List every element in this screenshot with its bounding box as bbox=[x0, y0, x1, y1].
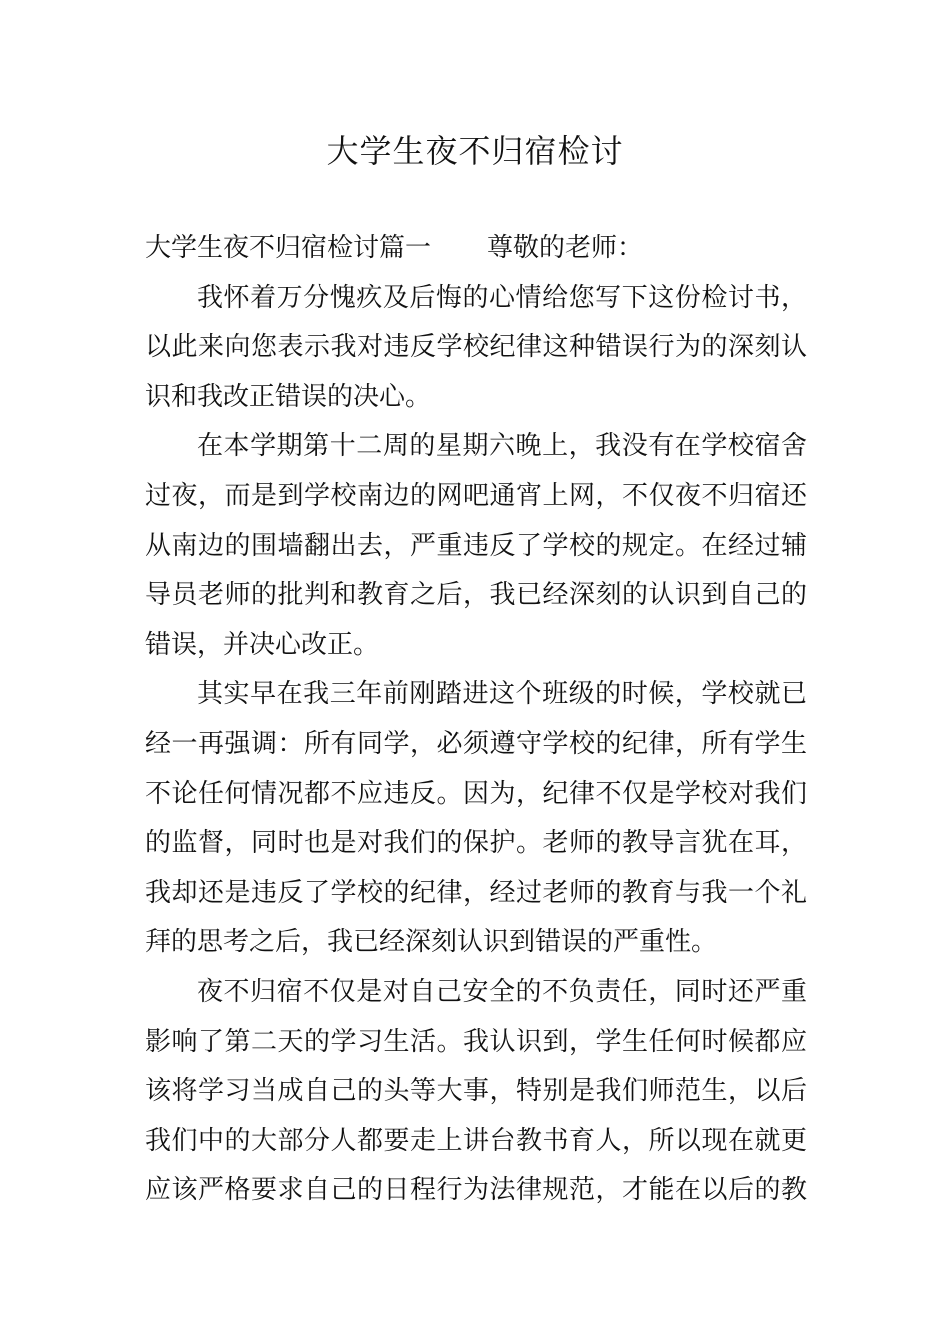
text-line: 拜的思考之后，我已经深刻认识到错误的严重性。 bbox=[145, 927, 718, 958]
text-line: 错误，并决心改正。 bbox=[145, 629, 380, 660]
heading-line bbox=[145, 224, 807, 274]
text-line: 导员老师的批判和教育之后，我已经深刻的认识到自己的 bbox=[145, 580, 807, 611]
section-heading: 大学生夜不归宿检讨篇一 bbox=[145, 233, 432, 263]
text-line: 我却还是违反了学校的纪律，经过老师的教育与我一个礼 bbox=[145, 877, 807, 908]
text-line: 影响了第二天的学习生活。我认识到，学生任何时候都应 bbox=[145, 1026, 807, 1057]
text-line: 识和我改正错误的决心。 bbox=[145, 381, 432, 412]
text-line: 夜不归宿不仅是对自己安全的不负责任，同时还严重 bbox=[197, 976, 807, 1007]
text-line: 在本学期第十二周的星期六晚上，我没有在学校宿舍 bbox=[197, 431, 807, 462]
text-line: 我们中的大部分人都要走上讲台教书育人，所以现在就更 bbox=[145, 1125, 807, 1156]
text-line: 我怀着万分愧疚及后悔的心情给您写下这份检讨书， bbox=[197, 282, 807, 313]
text-line: 从南边的围墙翻出去，严重违反了学校的规定。在经过辅 bbox=[145, 530, 807, 561]
document-body bbox=[145, 224, 807, 1216]
text-line: 不论任何情况都不应违反。因为，纪律不仅是学校对我们 bbox=[145, 778, 807, 809]
text-line: 的监督，同时也是对我们的保护。老师的教导言犹在耳， bbox=[145, 828, 807, 859]
salutation: 尊敬的老师： bbox=[487, 233, 644, 263]
text-line: 其实早在我三年前刚踏进这个班级的时候，学校就已 bbox=[197, 679, 807, 710]
text-line: 过夜，而是到学校南边的网吧通宵上网，不仅夜不归宿还 bbox=[145, 480, 807, 511]
text-line: 经一再强调：所有同学，必须遵守学校的纪律，所有学生 bbox=[145, 728, 807, 759]
document-title: 大学生夜不归宿检讨 bbox=[326, 132, 624, 170]
text-line: 该将学习当成自己的头等大事，特别是我们师范生，以后 bbox=[145, 1076, 807, 1107]
text-line: 以此来向您表示我对违反学校纪律这种错误行为的深刻认 bbox=[145, 332, 807, 363]
text-line: 应该严格要求自己的日程行为法律规范，才能在以后的教 bbox=[145, 1175, 807, 1206]
